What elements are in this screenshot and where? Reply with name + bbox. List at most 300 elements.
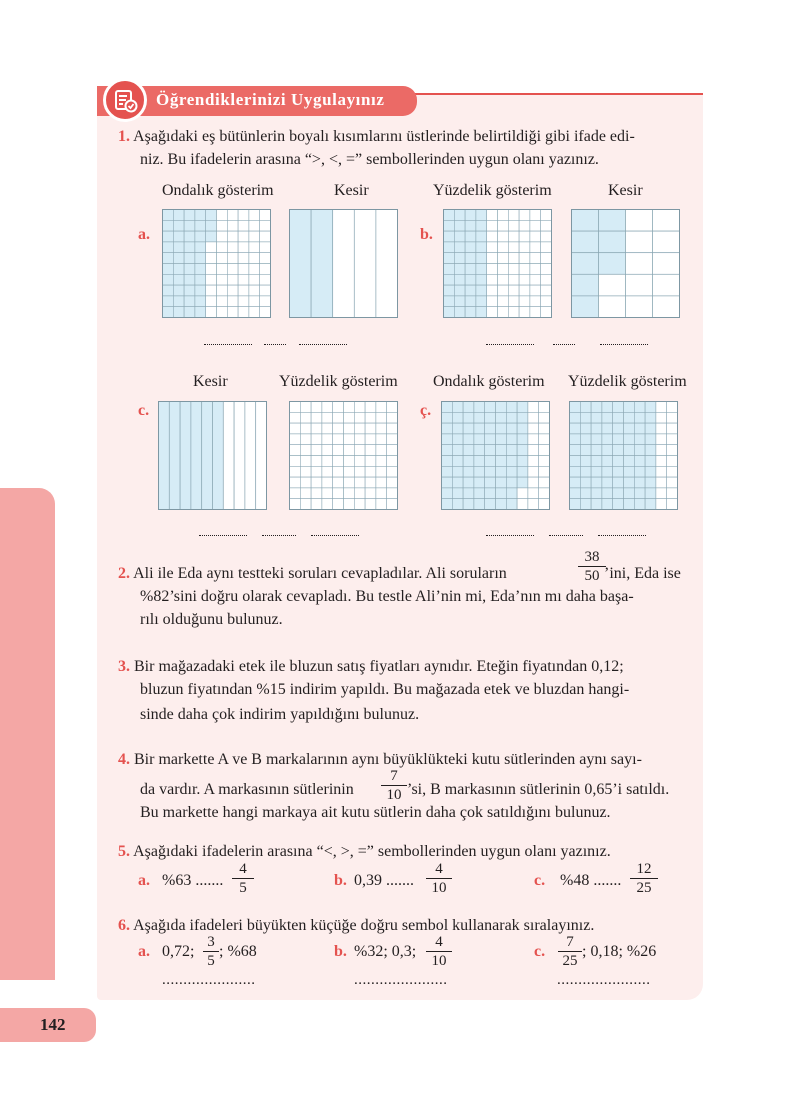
grid-cell [333, 434, 344, 445]
grid-cell [184, 220, 195, 231]
grid-cell [599, 274, 626, 296]
grid-cell [365, 402, 376, 413]
grid-cell [344, 434, 355, 445]
grid-cell [452, 412, 463, 423]
grid-cell [634, 412, 645, 423]
grid-cell [487, 220, 498, 231]
grid-cell [602, 477, 613, 488]
grid-cell [217, 307, 228, 318]
q1-part-a: a. [138, 226, 150, 243]
grid-cell [485, 477, 496, 488]
grid-cell [365, 423, 376, 434]
grid-cell [442, 445, 453, 456]
grid-cell [539, 412, 550, 423]
grid-cell [580, 488, 591, 499]
grid-cell [519, 285, 530, 296]
grid-cell [249, 307, 260, 318]
q4-text1: Bir markette A ve B markalarının aynı büyüklükteki kutu sütlerinden aynı sayı- [134, 751, 642, 768]
grid-cell [517, 412, 528, 423]
grid-cell [300, 423, 311, 434]
grid-cell [624, 402, 635, 413]
grid-cell [496, 488, 507, 499]
grid-cell [530, 274, 541, 285]
grid-cell [260, 307, 271, 318]
grid-cell [506, 499, 517, 510]
grid-cell [290, 423, 301, 434]
grid-cell [442, 466, 453, 477]
answer-blank[interactable] [600, 344, 648, 345]
grid-cell [506, 488, 517, 499]
grid-cell [365, 488, 376, 499]
grid-cell [365, 434, 376, 445]
q5c-den: 25 [636, 880, 652, 896]
grid-cell [354, 499, 365, 510]
grid-cell [387, 412, 398, 423]
grid-cell [591, 402, 602, 413]
grid-cell [519, 220, 530, 231]
grid-cell [227, 296, 238, 307]
grid-cell [333, 445, 344, 456]
grid-cell [506, 456, 517, 467]
grid-cell [322, 445, 333, 456]
grid-cell [163, 253, 174, 264]
grid-cell [645, 434, 656, 445]
grid-cell [528, 477, 539, 488]
grid-cell [322, 499, 333, 510]
grid-cell [333, 423, 344, 434]
grid-cell [599, 210, 626, 232]
grid-cell [570, 412, 581, 423]
grid-cell [344, 423, 355, 434]
grid-cell [344, 499, 355, 510]
grid-cell [173, 210, 184, 221]
grid-cell [290, 488, 301, 499]
grid-cell [173, 242, 184, 253]
answer-blank[interactable] [264, 344, 286, 345]
strip-cell [159, 402, 170, 510]
grid-cell [572, 296, 599, 318]
grid-cell [517, 488, 528, 499]
grid-cell [498, 242, 509, 253]
grid-cell [519, 210, 530, 221]
q6-item-c-answer[interactable]: ...................... [557, 972, 651, 988]
grid-cell [322, 402, 333, 413]
q5-item-b-label: b. [334, 872, 347, 889]
grid-cell [485, 402, 496, 413]
q2-number: 2. [118, 565, 130, 582]
q6-item-c-fraction [558, 933, 582, 970]
q6-item-a-answer[interactable]: ...................... [162, 972, 256, 988]
answer-blank[interactable] [204, 344, 252, 345]
grid-cell [206, 296, 217, 307]
grid-cell [474, 499, 485, 510]
grid-cell [300, 499, 311, 510]
grid-cell [667, 477, 678, 488]
q6a-num: 3 [203, 933, 219, 952]
grid-cell [528, 466, 539, 477]
grid-cell [300, 445, 311, 456]
grid-cell [624, 488, 635, 499]
grid-cell [463, 423, 474, 434]
grid-cell [476, 264, 487, 275]
grid-cell [463, 456, 474, 467]
grid-cell [506, 423, 517, 434]
grid-cell [487, 296, 498, 307]
strip-cell [169, 402, 180, 510]
grid-cell [667, 434, 678, 445]
grid-cell [496, 402, 507, 413]
grid-cell [613, 402, 624, 413]
grid-cell [163, 210, 174, 221]
grid-cell [667, 488, 678, 499]
grid-cell [519, 253, 530, 264]
answer-blank[interactable] [262, 535, 296, 536]
grid-cell [656, 434, 667, 445]
q2-text1: Ali ile Eda aynı testteki soruları cevapladılar. Ali soruların [133, 565, 507, 582]
grid-cell [476, 253, 487, 264]
grid-cell [602, 445, 613, 456]
grid-cell [487, 307, 498, 318]
grid-cell [454, 220, 465, 231]
grid-cell [496, 423, 507, 434]
grid-cell [570, 488, 581, 499]
strip-cell [213, 402, 224, 510]
grid-cell [645, 456, 656, 467]
grid-cell [591, 499, 602, 510]
grid-cell [626, 253, 653, 275]
grid-cell [300, 466, 311, 477]
grid-cell [463, 412, 474, 423]
q4-frac-num: 7 [381, 767, 407, 786]
q4-line2a: da vardır. A markasının sütlerinin [140, 781, 354, 798]
grid-cell [387, 488, 398, 499]
grid-cell [634, 445, 645, 456]
grid-cell [290, 477, 301, 488]
grid-cell [452, 423, 463, 434]
q1c-fraction-strips [158, 401, 267, 510]
grid-cell [485, 456, 496, 467]
grid-cell [541, 242, 552, 253]
q3-line3: sinde daha çok indirim yapıldığını bulunuz. [140, 706, 420, 723]
grid-cell [387, 456, 398, 467]
grid-cell [184, 210, 195, 221]
grid-cell [487, 264, 498, 275]
grid-cell [163, 231, 174, 242]
grid-cell [508, 231, 519, 242]
grid-cell [290, 499, 301, 510]
grid-cell [354, 456, 365, 467]
grid-cell [184, 285, 195, 296]
grid-cell [444, 210, 455, 221]
grid-cell [645, 445, 656, 456]
q6-item-a-label: a. [138, 943, 150, 960]
grid-cell [163, 296, 174, 307]
q2-frac-den: 50 [584, 568, 600, 584]
grid-cell [530, 220, 541, 231]
grid-cell [570, 423, 581, 434]
grid-cell [519, 242, 530, 253]
q6-item-c-label: c. [534, 943, 546, 960]
q3-text1: Bir mağazadaki etek ile bluzun satış fiyatları aynıdır. Eteğin fiyatından 0,12; [134, 658, 624, 675]
q6-item-b-fraction [426, 933, 452, 970]
grid-cell [249, 242, 260, 253]
grid-cell [541, 220, 552, 231]
grid-cell [300, 488, 311, 499]
q6-item-b-answer[interactable]: ...................... [354, 972, 448, 988]
grid-cell [624, 434, 635, 445]
grid-cell [653, 296, 680, 318]
grid-cell [442, 477, 453, 488]
grid-cell [517, 434, 528, 445]
page-number: 142 [40, 1015, 66, 1034]
q5-line1 [118, 840, 611, 864]
grid-cell [184, 296, 195, 307]
grid-cell [206, 210, 217, 221]
grid-cell [454, 264, 465, 275]
q1-part-cc: ç. [420, 402, 432, 419]
grid-cell [260, 274, 271, 285]
grid-cell [517, 499, 528, 510]
grid-cell [387, 402, 398, 413]
grid-cell [613, 477, 624, 488]
grid-cell [238, 210, 249, 221]
grid-cell [624, 445, 635, 456]
grid-cell [508, 220, 519, 231]
grid-cell [602, 499, 613, 510]
grid-cell [454, 274, 465, 285]
grid-cell [530, 210, 541, 221]
grid-cell [474, 434, 485, 445]
grid-cell [290, 434, 301, 445]
grid-cell [476, 242, 487, 253]
grid-cell [539, 402, 550, 413]
grid-cell [184, 274, 195, 285]
q1-label-a-right: Kesir [334, 182, 369, 199]
grid-cell [591, 423, 602, 434]
grid-cell [322, 434, 333, 445]
grid-cell [570, 445, 581, 456]
grid-cell [570, 434, 581, 445]
grid-cell [528, 488, 539, 499]
answer-blank[interactable] [486, 535, 534, 536]
grid-cell [572, 210, 599, 232]
grid-cell [365, 477, 376, 488]
grid-cell [485, 423, 496, 434]
grid-cell [442, 402, 453, 413]
grid-cell [572, 274, 599, 296]
grid-cell [530, 307, 541, 318]
grid-cell [442, 456, 453, 467]
q2-line1 [118, 562, 507, 586]
answer-blank[interactable] [553, 344, 575, 345]
q4-frac-den: 10 [386, 787, 402, 803]
grid-cell [206, 274, 217, 285]
q3-line2: bluzun fiyatından %15 indirim yapıldı. Bu mağazada etek ve bluzdan hangi- [140, 681, 630, 698]
grid-cell [517, 477, 528, 488]
grid-cell [387, 445, 398, 456]
grid-cell [613, 423, 624, 434]
grid-cell [454, 253, 465, 264]
grid-cell [517, 456, 528, 467]
grid-cell [173, 285, 184, 296]
grid-cell [249, 220, 260, 231]
grid-cell [227, 274, 238, 285]
grid-cell [634, 434, 645, 445]
grid-cell [376, 466, 387, 477]
q1-line1 [118, 125, 635, 149]
grid-cell [463, 499, 474, 510]
grid-cell [498, 220, 509, 231]
grid-cell [508, 264, 519, 275]
grid-cell [580, 499, 591, 510]
grid-cell [580, 466, 591, 477]
grid-cell [508, 210, 519, 221]
grid-cell [206, 220, 217, 231]
grid-cell [173, 296, 184, 307]
grid-cell [476, 285, 487, 296]
grid-cell [667, 412, 678, 423]
strip-cell [202, 402, 213, 510]
strip-cell [191, 402, 202, 510]
q1cc-percent-grid [569, 401, 678, 510]
grid-cell [442, 412, 453, 423]
answer-blank[interactable] [311, 535, 359, 536]
grid-cell [227, 264, 238, 275]
grid-cell [485, 412, 496, 423]
grid-cell [602, 488, 613, 499]
grid-cell [249, 264, 260, 275]
grid-cell [311, 412, 322, 423]
grid-cell [376, 456, 387, 467]
q6c-num: 7 [558, 933, 582, 952]
q1-label-b-left: Yüzdelik gösterim [433, 182, 552, 199]
grid-cell [387, 423, 398, 434]
grid-cell [184, 307, 195, 318]
answer-blank[interactable] [486, 344, 534, 345]
grid-cell [474, 402, 485, 413]
grid-cell [528, 412, 539, 423]
grid-cell [498, 210, 509, 221]
grid-cell [354, 488, 365, 499]
grid-cell [465, 296, 476, 307]
grid-cell [290, 412, 301, 423]
grid-cell [634, 456, 645, 467]
q1-text1: Aşağıdaki eş bütünlerin boyalı kısımlarını üstlerinde belirtildiği gibi ifade edi- [133, 128, 635, 145]
grid-cell [476, 210, 487, 221]
grid-cell [454, 285, 465, 296]
grid-cell [260, 253, 271, 264]
q2-line2: %82’sini doğru olarak cevapladı. Bu testle Ali’nin mi, Eda’nın mı daha başa- [140, 588, 634, 605]
grid-cell [624, 466, 635, 477]
grid-cell [498, 253, 509, 264]
grid-cell [195, 220, 206, 231]
grid-cell [476, 296, 487, 307]
grid-cell [602, 456, 613, 467]
grid-cell [541, 285, 552, 296]
q3-line1 [118, 655, 624, 679]
grid-cell [498, 264, 509, 275]
grid-cell [580, 477, 591, 488]
grid-cell [487, 231, 498, 242]
grid-cell [227, 285, 238, 296]
grid-cell [465, 274, 476, 285]
grid-cell [653, 274, 680, 296]
q5c-num: 12 [630, 860, 658, 879]
grid-cell [465, 307, 476, 318]
grid-cell [354, 445, 365, 456]
answer-blank[interactable] [549, 535, 583, 536]
grid-cell [506, 445, 517, 456]
grid-cell [517, 423, 528, 434]
grid-cell [463, 477, 474, 488]
answer-blank[interactable] [598, 535, 646, 536]
grid-cell [344, 477, 355, 488]
grid-cell [602, 412, 613, 423]
grid-cell [539, 423, 550, 434]
q5a-num: 4 [232, 860, 254, 879]
grid-cell [528, 499, 539, 510]
grid-cell [570, 499, 581, 510]
answer-blank[interactable] [199, 535, 247, 536]
q1-line2: niz. Bu ifadelerin arasına “>, <, =” sembollerinden uygun olanı yazınız. [140, 151, 599, 168]
grid-cell [539, 456, 550, 467]
q6b-num: 4 [426, 933, 452, 952]
grid-cell [656, 456, 667, 467]
grid-cell [217, 296, 228, 307]
strip-cell [376, 210, 398, 318]
grid-cell [387, 499, 398, 510]
grid-cell [217, 253, 228, 264]
grid-cell [667, 402, 678, 413]
grid-cell [530, 296, 541, 307]
grid-cell [539, 434, 550, 445]
grid-cell [376, 488, 387, 499]
grid-cell [442, 499, 453, 510]
answer-blank[interactable] [299, 344, 347, 345]
grid-cell [626, 231, 653, 253]
grid-cell [344, 402, 355, 413]
grid-cell [474, 488, 485, 499]
grid-cell [602, 423, 613, 434]
grid-cell [195, 307, 206, 318]
grid-cell [667, 499, 678, 510]
grid-cell [195, 296, 206, 307]
grid-cell [300, 402, 311, 413]
grid-cell [260, 285, 271, 296]
grid-cell [498, 231, 509, 242]
grid-cell [485, 445, 496, 456]
grid-cell [217, 242, 228, 253]
grid-cell [333, 499, 344, 510]
grid-cell [474, 423, 485, 434]
grid-cell [195, 253, 206, 264]
grid-cell [444, 253, 455, 264]
grid-cell [195, 274, 206, 285]
q2-line1-end: ’ini, Eda ise [604, 565, 681, 582]
grid-cell [517, 445, 528, 456]
grid-cell [260, 231, 271, 242]
grid-cell [354, 412, 365, 423]
strip-cell [223, 402, 234, 510]
grid-cell [645, 412, 656, 423]
grid-cell [656, 423, 667, 434]
q1-part-c: c. [138, 402, 150, 419]
grid-cell [474, 445, 485, 456]
grid-cell [496, 477, 507, 488]
grid-cell [354, 434, 365, 445]
grid-cell [444, 220, 455, 231]
q1c-percent-grid [289, 401, 398, 510]
